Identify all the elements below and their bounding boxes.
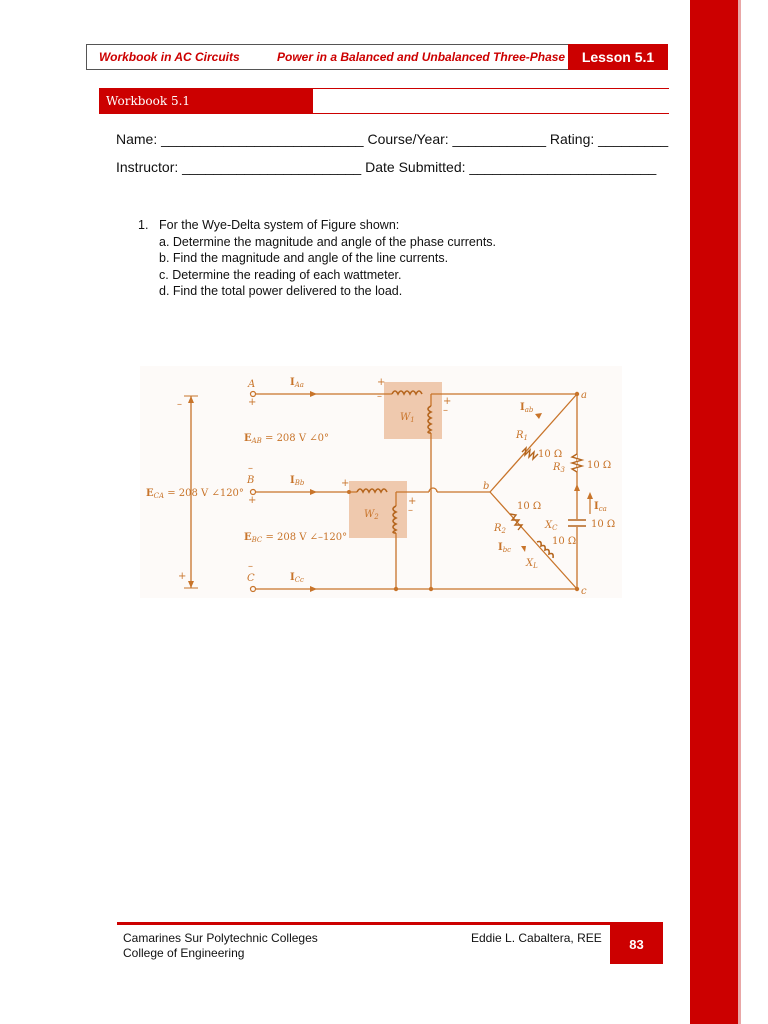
label-W1: W <box>400 412 411 423</box>
label-R3-sub: 3 <box>560 466 565 474</box>
footer-institution <box>123 931 318 961</box>
header-lesson-badge: Lesson 5.1 <box>568 44 668 70</box>
label-node-b: b <box>483 481 490 492</box>
label-E-CA-value: = 208 V ∠120° <box>164 488 244 499</box>
label-E-BC-value: = 208 V ∠–120° <box>262 532 348 543</box>
label-W1v-plus: + <box>443 396 452 407</box>
wye-delta-circuit-diagram <box>140 366 622 598</box>
label-I-Bb: I <box>290 475 295 486</box>
section-rule-top <box>313 88 669 89</box>
label-I-ca-sub: ca <box>598 505 607 513</box>
section-label: Workbook 5.1 <box>99 88 313 114</box>
label-node-B: B <box>247 475 255 486</box>
label-R2-value: 10 Ω <box>517 501 542 512</box>
question-1 <box>138 217 496 300</box>
label-I-ca: I <box>594 501 599 512</box>
question-prompt: For the Wye-Delta system of Figure shown: <box>159 218 400 232</box>
footer-author: Eddie L. Cabaltera, REE <box>471 931 602 945</box>
label-B-plus: + <box>248 495 257 506</box>
right-margin-edge <box>738 0 741 1024</box>
label-A-plus: + <box>248 397 257 408</box>
label-W2v-plus: + <box>408 496 417 507</box>
label-R3-value: 10 Ω <box>587 460 612 471</box>
label-E-BC-sub: BC <box>251 536 263 544</box>
name-field: Name: __________________________ <box>116 131 364 147</box>
label-node-A: A <box>248 379 256 390</box>
label-R1-sub: 1 <box>523 434 528 442</box>
label-XC-sub: C <box>552 524 558 532</box>
label-I-ab-sub: ab <box>524 406 534 414</box>
label-I-Aa-sub: Aa <box>294 381 304 389</box>
label-I-bc: I <box>498 542 503 553</box>
label-I-Cc: I <box>290 572 295 583</box>
label-E-CA-sub: CA <box>153 492 165 500</box>
header-workbook-title: Workbook in AC Circuits <box>99 50 240 64</box>
label-R3: R <box>553 462 561 473</box>
label-W2: W <box>364 509 375 520</box>
label-ECA-plus: + <box>178 571 187 582</box>
question-part-b: b. Find the magnitude and angle of the line currents. <box>159 251 449 265</box>
label-node-C: C <box>247 573 255 584</box>
header-topic: Power in a Balanced and Unbalanced Three-Phase <box>277 50 566 64</box>
question-part-a: a. Determine the magnitude and angle of the phase currents. <box>159 234 497 249</box>
footer-rule <box>117 922 663 925</box>
question-number: 1. <box>138 218 149 232</box>
date-submitted-field: Date Submitted: ________________________ <box>365 159 657 175</box>
label-XL-sub: L <box>533 562 538 570</box>
label-W1-sub: 1 <box>410 416 415 424</box>
footer-school: Camarines Sur Polytechnic Colleges <box>123 931 318 945</box>
instructor-field: Instructor: _______________________ <box>116 159 362 175</box>
label-R1: R <box>516 430 524 441</box>
label-E-BC: E <box>244 532 252 543</box>
label-W1-minus: – <box>377 391 382 402</box>
label-W1-plus: + <box>377 377 386 388</box>
label-E-AB-value: = 208 V ∠0° <box>261 433 329 444</box>
label-R1-value: 10 Ω <box>538 449 563 460</box>
label-R2-sub: 2 <box>501 527 506 535</box>
right-red-margin-bar <box>690 0 738 1024</box>
page-header <box>86 44 668 70</box>
label-node-a: a <box>581 390 587 401</box>
label-I-Bb-sub: Bb <box>294 479 305 487</box>
form-row-1 <box>116 131 668 147</box>
section-rule-bottom <box>313 113 669 114</box>
label-C-minus: – <box>248 561 253 572</box>
question-part-d: d. Find the total power delivered to the load. <box>159 284 403 298</box>
form-row-2 <box>116 159 656 175</box>
rating-field: Rating: _________ <box>549 131 669 147</box>
footer-college: College of Engineering <box>123 946 245 960</box>
question-part-c: c. Determine the reading of each wattmeter. <box>159 267 402 282</box>
label-XL: X <box>526 558 534 569</box>
label-I-bc-sub: bc <box>502 546 512 554</box>
label-XC: X <box>545 520 553 531</box>
label-W2-sub: 2 <box>374 513 379 521</box>
page-number: 83 <box>610 925 663 964</box>
label-W2v-minus: – <box>408 505 413 516</box>
label-I-Aa: I <box>290 377 295 388</box>
label-E-AB: E <box>244 433 252 444</box>
course-year-field: Course/Year: ____________ <box>367 131 546 147</box>
label-I-Cc-sub: Cc <box>294 576 304 584</box>
label-ECA-minus: – <box>177 399 182 410</box>
label-W1v-minus: – <box>443 405 448 416</box>
label-XL-value: 10 Ω <box>552 536 577 547</box>
label-B-minus: – <box>248 463 253 474</box>
label-XC-value: 10 Ω <box>591 519 616 530</box>
label-E-CA: E <box>146 488 154 499</box>
label-E-AB-sub: AB <box>251 437 262 445</box>
label-W2-plus: + <box>341 478 350 489</box>
label-R2: R <box>494 523 502 534</box>
label-node-c: c <box>581 586 587 597</box>
label-I-ab: I <box>520 402 525 413</box>
